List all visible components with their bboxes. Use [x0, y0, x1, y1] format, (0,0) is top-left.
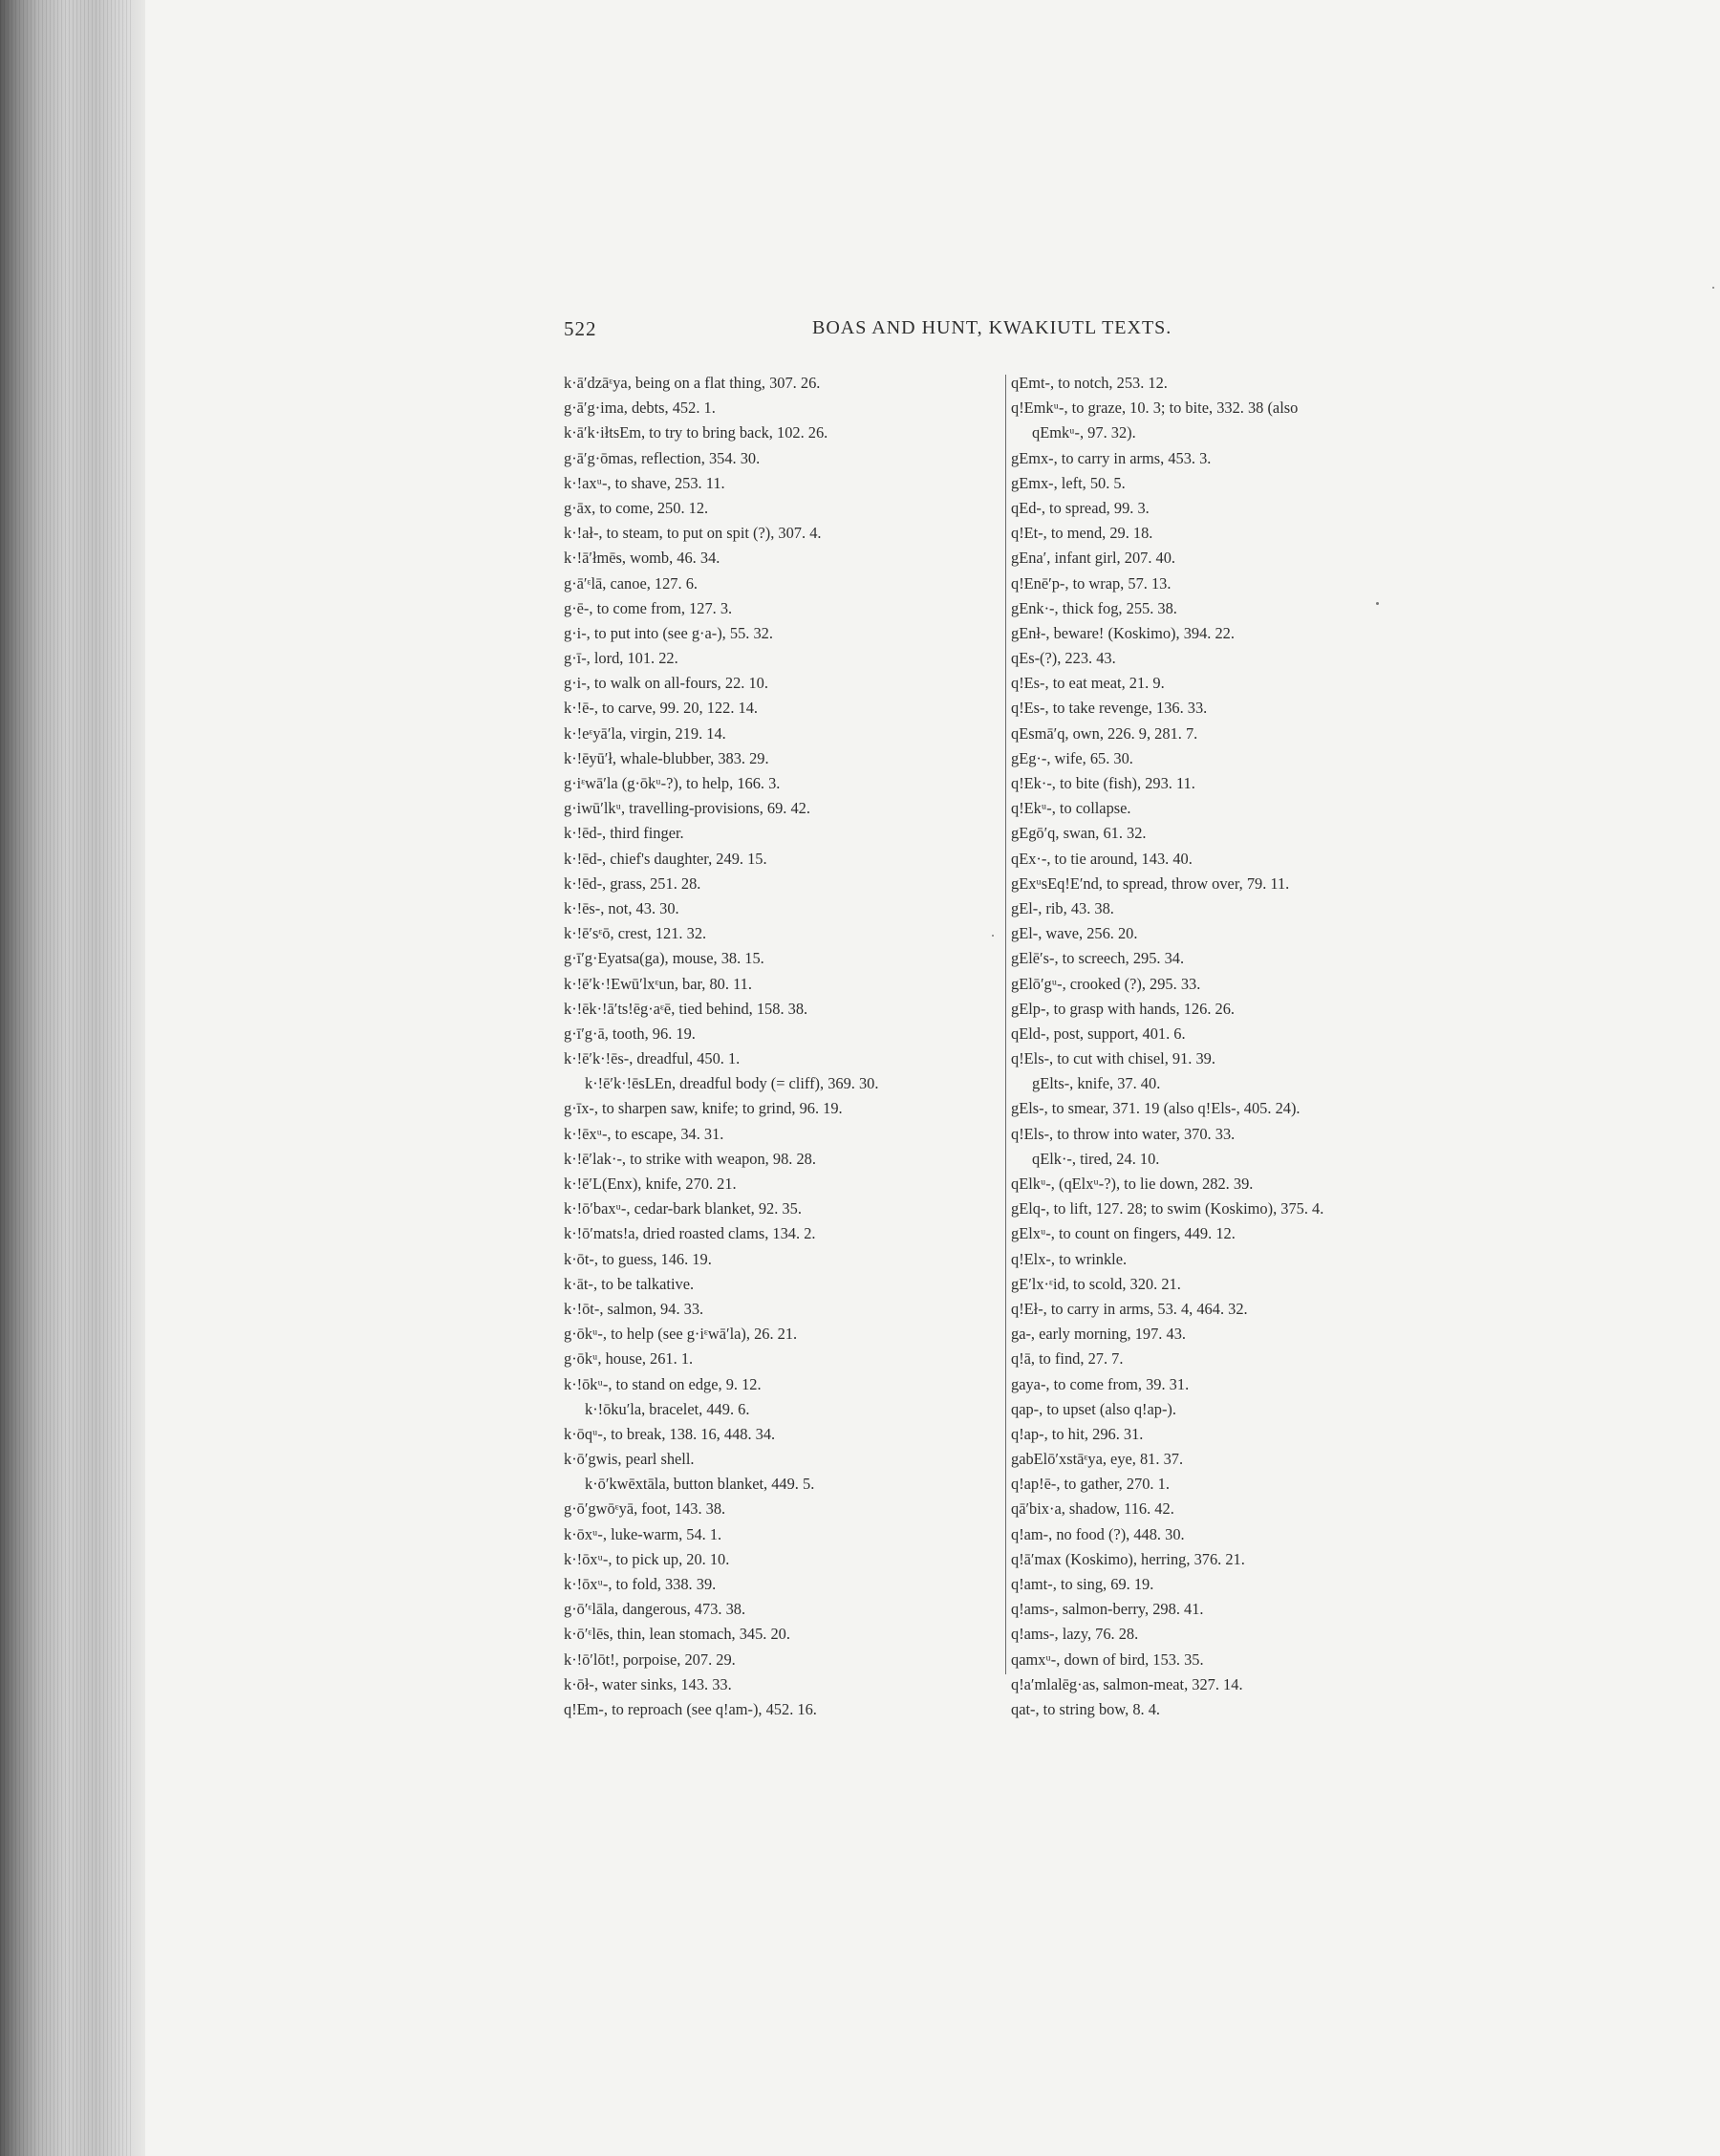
dictionary-entry: g·ō′gwōᵋyā, foot, 143. 38. — [564, 1499, 726, 1519]
dictionary-entry: g·ī-, lord, 101. 22. — [564, 649, 678, 668]
dictionary-entry: q!ams-, lazy, 76. 28. — [1011, 1625, 1139, 1644]
dictionary-entry: ga-, early morning, 197. 43. — [1011, 1325, 1186, 1344]
dictionary-entry: g·iᵋwā′la (g·ōkᵘ-?), to help, 166. 3. — [564, 774, 781, 792]
dictionary-entry: k·ā′k·iłtsEm, to try to bring back, 102. 26. — [564, 423, 828, 442]
dictionary-entry: q!Eł-, to carry in arms, 53. 4, 464. 32. — [1011, 1299, 1248, 1318]
dictionary-entry: q!Elx-, to wrinkle. — [1011, 1249, 1128, 1268]
dictionary-entry: gEg·-, wife, 65. 30. — [1011, 748, 1133, 767]
dictionary-entry: k·ōt-, to guess, 146. 19. — [564, 1249, 712, 1268]
dictionary-entry: qEs-(?), 223. 43. — [1011, 649, 1116, 668]
dictionary-entry: g·ā′g·ōmas, reflection, 354. 30. — [564, 448, 761, 467]
dictionary-entry: q!Emkᵘ-, to graze, 10. 3; to bite, 332. 38 (also — [1011, 399, 1299, 418]
dictionary-entry: q!amt-, to sing, 69. 19. — [1011, 1575, 1154, 1593]
dictionary-entry: qEd-, to spread, 99. 3. — [1011, 498, 1150, 517]
dictionary-entry: k·!ōkᵘ-, to stand on edge, 9. 12. — [564, 1374, 762, 1393]
dictionary-entry: gE′lx·ᵋid, to scold, 320. 21. — [1011, 1274, 1181, 1293]
dictionary-entry: q!Es-, to take revenge, 136. 33. — [1011, 699, 1208, 718]
dictionary-entry: g·īx-, to sharpen saw, knife; to grind, 96. 19. — [564, 1099, 843, 1118]
dictionary-entry: g·iwū′lkᵘ, travelling-provisions, 69. 42. — [564, 799, 810, 818]
dictionary-entry: k·ōqᵘ-, to break, 138. 16, 448. 34. — [564, 1424, 776, 1443]
dictionary-entry: gEgō′q, swan, 61. 32. — [1011, 824, 1147, 843]
dictionary-entry: q!ap!ē-, to gather, 270. 1. — [1011, 1475, 1170, 1494]
page-header — [564, 317, 1248, 346]
dictionary-entry: gElō′gᵘ-, crooked (?), 295. 33. — [1011, 974, 1201, 993]
dictionary-entry: q!ams-, salmon-berry, 298. 41. — [1011, 1600, 1204, 1619]
dictionary-entry: k·!ō′baxᵘ-, cedar-bark blanket, 92. 35. — [564, 1199, 802, 1218]
dictionary-entry: q!Els-, to cut with chisel, 91. 39. — [1011, 1049, 1215, 1068]
dictionary-entry: k·ōł-, water sinks, 143. 33. — [564, 1674, 732, 1693]
dictionary-entry: gEna′, infant girl, 207. 40. — [1011, 549, 1176, 568]
running-head: BOAS AND HUNT, KWAKIUTL TEXTS. — [812, 317, 1172, 338]
dictionary-entry: k·!ōt-, salmon, 94. 33. — [564, 1299, 704, 1318]
dictionary-entry: k·!ē′sᵋō, crest, 121. 32. — [564, 924, 707, 943]
dictionary-entry: q!Ek·-, to bite (fish), 293. 11. — [1011, 774, 1195, 792]
dictionary-entry: gElts-, knife, 37. 40. — [1032, 1074, 1161, 1093]
left-column — [564, 371, 1000, 1722]
dictionary-entry: q!a′mlalēg·as, salmon-meat, 327. 14. — [1011, 1674, 1243, 1693]
dictionary-entry: qEx·-, to tie around, 143. 40. — [1011, 849, 1193, 868]
dictionary-entry: gEmx-, to carry in arms, 453. 3. — [1011, 448, 1212, 467]
dictionary-entry: qamxᵘ-, down of bird, 153. 35. — [1011, 1649, 1204, 1669]
dictionary-entry: k·ā′dzāᵋya, being on a flat thing, 307. 26. — [564, 374, 821, 392]
dictionary-entry: gExᵘsEq!E′nd, to spread, throw over, 79. 11. — [1011, 873, 1290, 893]
dictionary-entry: k·!ō′mats!a, dried roasted clams, 134. 2. — [564, 1224, 816, 1243]
dictionary-entry: k·ō′ᵋlēs, thin, lean stomach, 345. 20. — [564, 1625, 790, 1644]
dictionary-entry: q!ā, to find, 27. 7. — [1011, 1349, 1124, 1369]
dictionary-entry: gEnk·-, thick fog, 255. 38. — [1011, 598, 1177, 617]
dictionary-entry: gaya-, to come from, 39. 31. — [1011, 1374, 1190, 1393]
dictionary-entry: gabElō′xstāᵋya, eye, 81. 37. — [1011, 1450, 1184, 1469]
dictionary-entry: k·!ał-, to steam, to put on spit (?), 307. 4. — [564, 524, 822, 543]
dictionary-entry: k·!ōku′la, bracelet, 449. 6. — [585, 1399, 750, 1418]
dictionary-entry: k·!ē-, to carve, 99. 20, 122. 14. — [564, 699, 759, 718]
dictionary-entry: q!Et-, to mend, 29. 18. — [1011, 524, 1153, 543]
dictionary-entry: k·!ēyū′ł, whale-blubber, 383. 29. — [564, 748, 769, 767]
right-column — [1011, 371, 1447, 1722]
dictionary-entry: k·!ē′L(Enx), knife, 270. 21. — [564, 1175, 737, 1193]
scan-speck — [1712, 287, 1714, 289]
dictionary-entry: q!Els-, to throw into water, 370. 33. — [1011, 1124, 1236, 1143]
dictionary-entry: k·!ēk·!ā′ts!ēg·aᵋē, tied behind, 158. 38. — [564, 999, 808, 1018]
dictionary-entry: g·ā′ᵋlā, canoe, 127. 6. — [564, 573, 698, 593]
dictionary-entry: k·!ā′łmēs, womb, 46. 34. — [564, 549, 720, 568]
dictionary-entry: q!ā′max (Koskimo), herring, 376. 21. — [1011, 1549, 1245, 1568]
dictionary-entry: g·i-, to walk on all-fours, 22. 10. — [564, 674, 768, 693]
dictionary-entry: k·!ēd-, third finger. — [564, 824, 684, 843]
dictionary-entry: gEnł-, beware! (Koskimo), 394. 22. — [1011, 623, 1235, 642]
dictionary-entry: qEsmā′q, own, 226. 9, 281. 7. — [1011, 723, 1198, 743]
dictionary-entry: q!Enē′p-, to wrap, 57. 13. — [1011, 573, 1172, 593]
dictionary-entry: q!Ekᵘ-, to collapse. — [1011, 799, 1131, 818]
dictionary-entry: g·ī′g·ā, tooth, 96. 19. — [564, 1024, 696, 1043]
dictionary-entry: qā′bix·a, shadow, 116. 42. — [1011, 1499, 1174, 1519]
scan-speck — [1376, 602, 1379, 605]
dictionary-entry: k·!eᵋyā′la, virgin, 219. 14. — [564, 723, 726, 743]
dictionary-entry: qElk·-, tired, 24. 10. — [1032, 1149, 1160, 1168]
dictionary-entry: q!Em-, to reproach (see q!am-), 452. 16. — [564, 1699, 817, 1718]
dictionary-entry: k·ōxᵘ-, luke-warm, 54. 1. — [564, 1524, 722, 1543]
dictionary-entry: k·!ōxᵘ-, to pick up, 20. 10. — [564, 1549, 730, 1568]
dictionary-entry: qat-, to string bow, 8. 4. — [1011, 1699, 1160, 1718]
dictionary-entry: gElq-, to lift, 127. 28; to swim (Koskimo), 375. 4. — [1011, 1199, 1324, 1218]
dictionary-entry: gElē′s-, to screech, 295. 34. — [1011, 949, 1185, 968]
dictionary-entry: g·i-, to put into (see g·a-), 55. 32. — [564, 623, 773, 642]
dictionary-entry: k·!ē′k·!ēs-, dreadful, 450. 1. — [564, 1049, 741, 1068]
dictionary-entry: k·!ēd-, chief's daughter, 249. 15. — [564, 849, 767, 868]
dictionary-entry: k·ō′gwis, pearl shell. — [564, 1450, 695, 1469]
dictionary-entry: gEl-, rib, 43. 38. — [1011, 898, 1114, 917]
dictionary-entry: q!ap-, to hit, 296. 31. — [1011, 1424, 1144, 1443]
dictionary-entry: gEmx-, left, 50. 5. — [1011, 473, 1126, 492]
dictionary-entry: g·ē-, to come from, 127. 3. — [564, 598, 733, 617]
page-number: 522 — [564, 317, 597, 340]
dictionary-entry: qEld-, post, support, 401. 6. — [1011, 1024, 1186, 1043]
dictionary-entry: k·!ō′lōt!, porpoise, 207. 29. — [564, 1649, 736, 1669]
dictionary-entry: q!Es-, to eat meat, 21. 9. — [1011, 674, 1165, 693]
dictionary-entry: k·!axᵘ-, to shave, 253. 11. — [564, 473, 725, 492]
dictionary-entry: g·ī′g·Eyatsa(ga), mouse, 38. 15. — [564, 949, 764, 968]
dictionary-entry: qElkᵘ-, (qElxᵘ-?), to lie down, 282. 39. — [1011, 1175, 1254, 1193]
dictionary-entry: g·ōkᵘ, house, 261. 1. — [564, 1349, 694, 1369]
dictionary-entry: q!am-, no food (?), 448. 30. — [1011, 1524, 1185, 1543]
dictionary-entry: k·!ē′lak·-, to strike with weapon, 98. 28. — [564, 1149, 816, 1168]
dictionary-entry: gEls-, to smear, 371. 19 (also q!Els-, 405. 24). — [1011, 1099, 1301, 1118]
dictionary-entry: k·!ēd-, grass, 251. 28. — [564, 873, 701, 893]
dictionary-entry: k·!ē′k·!Ewū′lxᵋun, bar, 80. 11. — [564, 974, 752, 993]
dictionary-entry: k·!ē′k·!ēsLEn, dreadful body (= cliff), 369. 30. — [585, 1074, 879, 1093]
dictionary-entry: k·āt-, to be talkative. — [564, 1274, 695, 1293]
dictionary-entry: qap-, to upset (also q!ap-). — [1011, 1399, 1176, 1418]
dictionary-entry: g·ōkᵘ-, to help (see g·iᵋwā′la), 26. 21. — [564, 1325, 798, 1344]
dictionary-entry: k·!ēs-, not, 43. 30. — [564, 898, 679, 917]
dictionary-entry: k·ō′kwēxtāla, button blanket, 449. 5. — [585, 1475, 815, 1494]
scan-speck — [992, 935, 994, 937]
dictionary-entry: g·ō′ᵋlāla, dangerous, 473. 38. — [564, 1600, 746, 1619]
dictionary-entry: gElxᵘ-, to count on fingers, 449. 12. — [1011, 1224, 1236, 1243]
page-stack-lines — [0, 0, 134, 2156]
dictionary-entry: g·ā′g·ima, debts, 452. 1. — [564, 399, 716, 418]
dictionary-entry: g·āx, to come, 250. 12. — [564, 498, 709, 517]
dictionary-entry: k·!ēxᵘ-, to escape, 34. 31. — [564, 1124, 724, 1143]
column-divider — [1005, 375, 1006, 1674]
dictionary-entry: gEl-, wave, 256. 20. — [1011, 924, 1138, 943]
dictionary-entry: qEmt-, to notch, 253. 12. — [1011, 374, 1168, 392]
dictionary-entry: gElp-, to grasp with hands, 126. 26. — [1011, 999, 1235, 1018]
dictionary-entry: qEmkᵘ-, 97. 32). — [1032, 423, 1136, 442]
dictionary-entry: k·!ōxᵘ-, to fold, 338. 39. — [564, 1575, 717, 1593]
